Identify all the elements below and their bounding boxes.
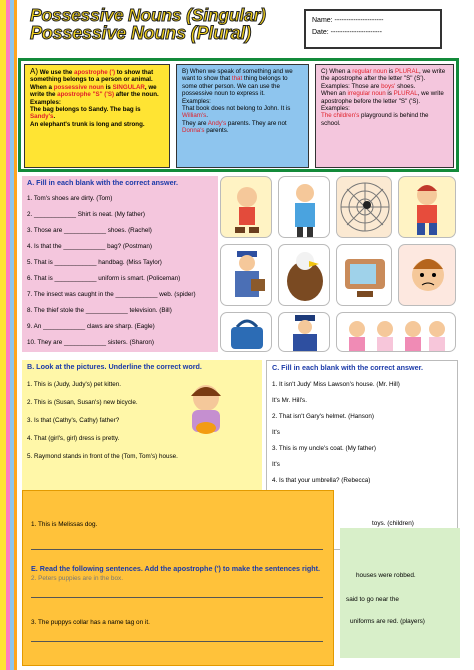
exercise-c-heading: C. Fill in each blank with the correct answer. (272, 363, 423, 372)
picture-handbag (220, 312, 272, 352)
picture-television (336, 244, 392, 306)
answer-line-e1[interactable] (31, 549, 323, 550)
exercise-e-item-2: 2. Peters puppies are in the box. (31, 575, 124, 582)
picture-sisters (336, 312, 456, 352)
rule-a-singular: SINGULAR (112, 83, 145, 91)
picture-sad-child (398, 244, 456, 306)
rule-c (315, 64, 454, 168)
rule-a-tag: A) (30, 67, 38, 76)
exercise-d-fragment-2: houses were robbed. (356, 572, 416, 579)
rule-c-irregular: irregular noun (347, 90, 386, 98)
rule-c-plural2: PLURAL (393, 90, 418, 98)
exercise-e (22, 490, 334, 666)
picture-boy (398, 176, 456, 238)
picture-grid (220, 176, 460, 348)
exercise-e-item-1: 1. This is Melissas dog. (31, 521, 98, 528)
exC-item: 1. It isn't Judy' Miss Lawson's house. (Mr. Hill) (272, 381, 400, 389)
exC-item: It's (272, 429, 280, 437)
rule-a-is: is (103, 83, 113, 91)
rule-c-is2: is (385, 90, 394, 98)
exA-item: 10. They are ____________ sisters. (Sharon) (27, 339, 154, 347)
exC-item: 3. This is my uncle's coat. (My father) (272, 445, 376, 453)
exercise-a-list (27, 191, 213, 351)
exA-item: 4. Is that the ____________ bag? (Postman) (27, 243, 152, 251)
exercise-a (22, 176, 218, 352)
exercise-c-list (272, 377, 452, 489)
rule-c-ex2-red: The children's (321, 112, 360, 120)
rule-b-text: B) When we speak of something and we want to show that (182, 68, 293, 83)
picture-eagle (278, 244, 330, 306)
exA-item: 5. That is ____________ handbag. (Miss Taylor) (27, 259, 162, 267)
picture-father-shirt (278, 176, 330, 238)
rule-a-ex1-red: Sandy's (30, 113, 54, 121)
picture-judy-kitten (176, 378, 236, 444)
rule-a-text4: after the noun. (114, 91, 159, 99)
rule-c-ex1: Examples: Those are (321, 82, 382, 90)
picture-spider-web (336, 176, 392, 238)
rule-a-text: We use the (39, 69, 75, 76)
exercise-d-fragment-1: toys. (children) (372, 520, 414, 527)
picture-tom-shoes (220, 176, 272, 238)
picture-postman (220, 244, 272, 306)
rule-c-is: is (387, 68, 395, 75)
rule-a-apostrophe: apostrophe (') (74, 69, 116, 76)
exA-item: 3. Those are ____________ shoes. (Rachel) (27, 227, 152, 235)
rule-b (176, 64, 309, 168)
exercise-d-fragment-3: said to go near the (346, 596, 399, 603)
rule-c-text3: , we write the apostrophe after the letter "S" (S'). (321, 68, 446, 83)
rule-c-ex1-red: boys' (381, 82, 396, 90)
rule-b-ex2-red1: Andy's (207, 119, 227, 127)
exA-item: 7. The insect was caught in the ____________ web. (spider) (27, 291, 196, 299)
exB-item: 5. Raymond stands in front of the (Tom, Tom's) house. (27, 453, 178, 461)
rule-b-that: that (231, 75, 243, 83)
exA-item: 1. Tom's shoes are dirty. (Tom) (27, 195, 113, 203)
exA-item: 2. ____________ Shirt is neat. (My father) (27, 211, 145, 219)
rule-c-examples: Examples: (321, 105, 350, 113)
rule-c-plural: PLURAL (394, 68, 420, 75)
rule-c-regular: regular noun (352, 68, 388, 75)
exercise-b-heading: B. Look at the pictures. Underline the correct word. (27, 362, 202, 371)
title-plural: Possessive Nouns (Plural) (30, 23, 252, 43)
picture-policeman (278, 312, 330, 352)
rule-a-apostrophe-s: apostrophe "S" ('S) (57, 91, 115, 99)
rule-a-examples: Examples: (30, 98, 61, 106)
exA-item: 8. The thief stole the ____________ television. (Bill) (27, 307, 172, 315)
rule-b-ex2: They are (182, 119, 208, 127)
exB-item: 1. This is (Judy, Judy's) pet kitten. (27, 381, 122, 389)
rule-a-ex1: The bag belongs to Sandy. The bag is (30, 106, 141, 114)
rule-c-text: C) When a (321, 68, 353, 75)
rule-c-ex2-end: playground is behind the school. (321, 112, 429, 127)
rule-c-text4: When an (321, 90, 348, 98)
rule-a-text3: , we write the (30, 83, 157, 99)
exB-item: 2. This is (Susan, Susan's) new bicycle. (27, 399, 138, 407)
name-date-box (304, 9, 442, 49)
rule-a-text2: to show that something belongs to a person or animal. When a (30, 69, 154, 91)
rule-b-examples: Examples: (182, 97, 211, 105)
exercise-d-background (340, 528, 460, 658)
rule-b-ex1: That book does not belong to John. It is (182, 105, 291, 113)
exC-item: It's Mr. Hill's. (272, 397, 307, 405)
rule-a-possessive: possessive noun (53, 83, 104, 91)
exA-item: 6. That is ____________ uniform is smart. (Policeman) (27, 275, 181, 283)
exercise-e-item-3: 3. The puppys collar has a name tag on it. (31, 619, 150, 626)
rule-b-ex2-mid: parents. They are not (226, 119, 287, 127)
rule-b-ex2-end: parents. (204, 127, 229, 135)
exercise-a-heading: A. Fill in each blank with the correct answer. (27, 178, 178, 187)
answer-line-e3[interactable] (31, 641, 323, 642)
exercise-e-heading: E. Read the following sentences. Add the apostrophe (') to make the sentences right. (31, 564, 320, 573)
rule-b-ex1-end: . (206, 112, 208, 120)
rule-b-text2: thing belongs to some other person. We can use the possessive noun to express it. (182, 75, 288, 98)
answer-line-e2[interactable] (31, 597, 323, 598)
exC-item: 4. Is that your umbrella? (Rebecca) (272, 477, 371, 485)
exB-item: 3. Is that (Cathy's, Cathy) father? (27, 417, 120, 425)
rule-c-ex1-end: shoes. (395, 82, 416, 90)
rule-a-ex1-end: . (53, 113, 56, 121)
date-field[interactable]: Date: ---------------------- (312, 29, 382, 36)
exA-item: 9. An ____________ claws are sharp. (Eagle) (27, 323, 155, 331)
name-field[interactable]: Name: --------------------- (312, 17, 384, 24)
rule-b-ex2-red2: Donna's (182, 127, 205, 135)
exC-item: 2. That isn't Gary's helmet. (Hanson) (272, 413, 375, 421)
rule-b-ex1-red: William's (182, 112, 207, 120)
exC-item: It's (272, 461, 280, 469)
rule-a-ex2: An elephant's trunk is long and strong. (30, 120, 145, 128)
rule-a (24, 64, 170, 168)
left-stripe-orange (14, 0, 17, 670)
exercise-d-fragment-4: uniforms are red. (players) (350, 618, 425, 625)
title-singular: Possessive Nouns (Singular) (30, 5, 266, 25)
exB-item: 4. That (girl's, girl) dress is pretty. (27, 435, 120, 443)
rule-c-text6: , we write apostrophe before the letter "S" ('S). (321, 90, 444, 105)
